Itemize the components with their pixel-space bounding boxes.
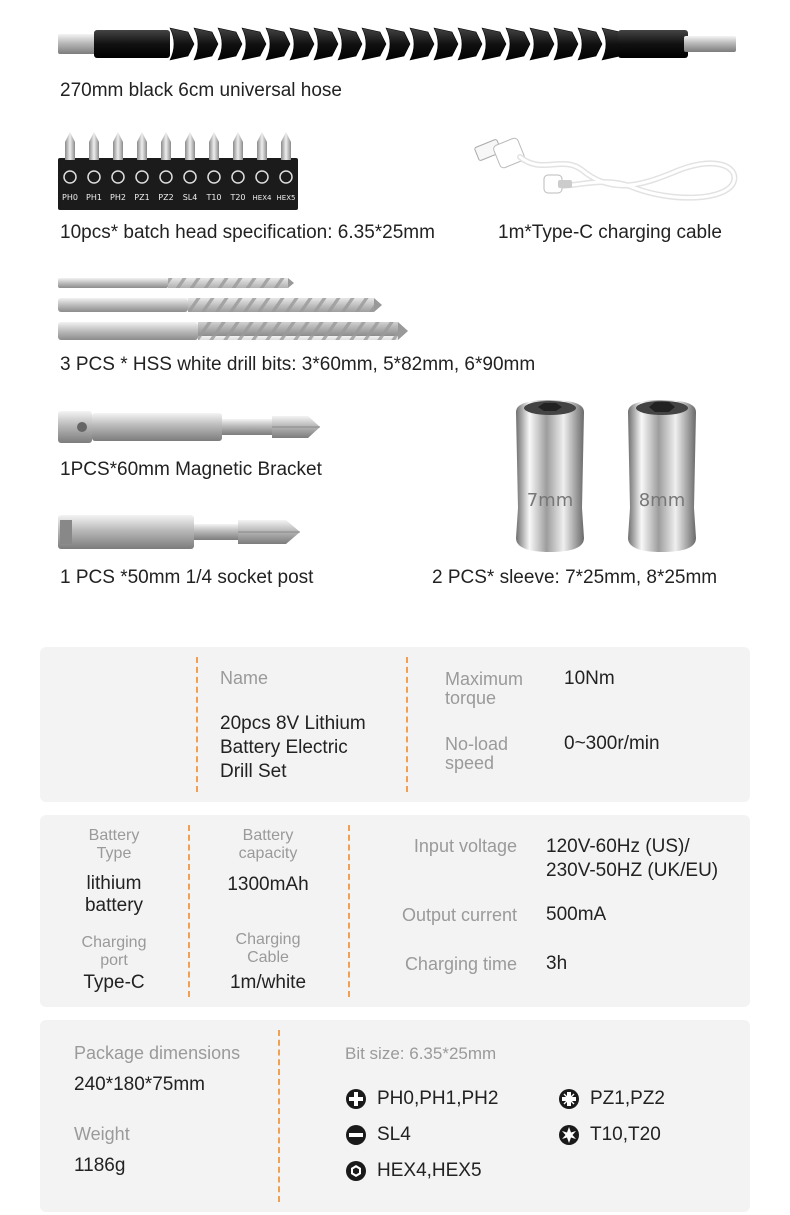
- slotted-icon: [345, 1124, 367, 1146]
- package-label: Package dimensions: [74, 1043, 241, 1063]
- product-spec-panel: [40, 647, 750, 802]
- phillips-icon: [345, 1088, 367, 1110]
- bit-hex: [345, 1160, 482, 1182]
- name-value-line: Battery Electric: [220, 737, 348, 758]
- universal-hose-image: [58, 22, 736, 66]
- sleeve-8mm-label: 8mm: [638, 490, 686, 511]
- bit-t10: [209, 132, 219, 160]
- hose-caption: 270mm black 6cm universal hose: [60, 80, 342, 101]
- charging-cable-label: [190, 931, 346, 967]
- input-voltage-value-line: 230V-50HZ (UK/EU): [546, 860, 719, 881]
- divider: [278, 1030, 280, 1202]
- bit-label: SL4: [182, 193, 198, 202]
- sleeve-caption: 2 PCS* sleeve: 7*25mm, 8*25mm: [432, 567, 718, 588]
- bit-sl4: [185, 132, 195, 160]
- bit-t: [558, 1124, 661, 1146]
- package-spec-panel: [40, 1020, 750, 1212]
- pozidriv-icon: [558, 1088, 580, 1110]
- name-value-line: Drill Set: [220, 761, 287, 782]
- bit-sl-label: SL4: [377, 1124, 411, 1145]
- socket-post-image: [58, 512, 302, 552]
- charging-port-value: Type-C: [83, 972, 145, 993]
- charging-cable-value: 1m/white: [229, 972, 307, 993]
- bit-hex4: [257, 132, 267, 160]
- bit-ph0: [65, 132, 75, 160]
- input-voltage-label: Input voltage: [413, 836, 517, 856]
- magnetic-bracket-image: [58, 408, 322, 446]
- name-value-line: 20pcs 8V Lithium: [220, 713, 366, 734]
- bit-label: T10: [206, 193, 222, 202]
- name-value: [220, 712, 366, 784]
- hss-drill-bits-image: [58, 276, 418, 344]
- bit-pz2: [161, 132, 171, 160]
- bit-label: PH1: [86, 193, 102, 202]
- speed-label-line: No-load: [445, 734, 509, 754]
- charging-port-label-line: port: [100, 952, 128, 969]
- bit-ph1: [89, 132, 99, 160]
- bit-pz1: [137, 132, 147, 160]
- output-current-label: Output current: [401, 905, 517, 925]
- divider: [348, 825, 350, 997]
- weight-label: Weight: [74, 1124, 130, 1144]
- charging-port-label: [40, 934, 188, 970]
- bit-set-image: [58, 130, 298, 210]
- socket-post-caption: 1 PCS *50mm 1/4 socket post: [60, 567, 314, 588]
- input-voltage-value: [546, 835, 718, 883]
- charging-cable-label-line: Charging: [235, 931, 301, 948]
- bit-hex-label: HEX4,HEX5: [377, 1160, 482, 1181]
- input-voltage-value-line: 120V-60Hz (US)/: [546, 836, 690, 857]
- drills-caption: 3 PCS * HSS white drill bits: 3*60mm, 5*82mm, 6*90mm: [60, 354, 536, 375]
- sleeve-8mm: [628, 400, 696, 552]
- bit-t20: [233, 132, 243, 160]
- sleeve-7mm: [516, 400, 584, 552]
- battery-capacity-label-line: Battery: [242, 827, 294, 844]
- divider: [406, 657, 408, 792]
- bracket-caption: 1PCS*60mm Magnetic Bracket: [60, 459, 322, 480]
- torque-label-line: Maximum: [445, 669, 524, 689]
- bit-label: HEX4: [252, 194, 272, 202]
- bit-hex5: [281, 132, 291, 160]
- speed-value: 0~300r/min: [564, 733, 660, 754]
- bit-t-label: T10,T20: [590, 1124, 661, 1145]
- bits-caption: 10pcs* batch head specification: 6.35*25mm: [60, 222, 435, 243]
- bit-ph-label: PH0,PH1,PH2: [377, 1088, 499, 1109]
- bit-label: PZ1: [134, 193, 150, 202]
- battery-type-label-line: Type: [96, 845, 132, 862]
- torque-label: [445, 670, 523, 708]
- name-label: Name: [220, 668, 269, 688]
- speed-label: [445, 735, 508, 773]
- cable-caption: 1m*Type-C charging cable: [498, 222, 722, 243]
- torque-label-line: torque: [445, 688, 497, 708]
- bit-pz-label: PZ1,PZ2: [590, 1088, 665, 1109]
- battery-capacity-label: [190, 827, 346, 863]
- weight-value: 1186g: [74, 1155, 126, 1176]
- sleeves-image: [512, 398, 702, 556]
- battery-spec-panel: [40, 815, 750, 1007]
- battery-type-value-line: lithium: [86, 873, 142, 894]
- battery-capacity-label-line: capacity: [238, 845, 298, 862]
- speed-label-line: speed: [445, 753, 495, 773]
- charging-port-label-line: Charging: [81, 934, 147, 951]
- torque-value: 10Nm: [564, 668, 615, 689]
- torx-icon: [558, 1124, 580, 1146]
- bit-label: PH2: [110, 193, 126, 202]
- hex-icon: [345, 1160, 367, 1182]
- bit-sl: [345, 1124, 411, 1146]
- battery-type-label: [40, 827, 188, 863]
- battery-type-value-line: battery: [84, 895, 144, 916]
- bit-label: PH0: [62, 193, 78, 202]
- charging-time-label: Charging time: [404, 954, 517, 974]
- type-c-cable-image: [472, 125, 744, 207]
- battery-capacity-value: 1300mAh: [227, 874, 309, 895]
- bit-size-label: Bit size: 6.35*25mm: [345, 1044, 497, 1063]
- divider: [196, 657, 198, 792]
- charging-time-value: 3h: [546, 953, 568, 974]
- bit-ph2: [113, 132, 123, 160]
- bit-label: HEX5: [276, 194, 296, 202]
- battery-type-label-line: Battery: [88, 827, 140, 844]
- bit-label: T20: [230, 193, 246, 202]
- bit-ph: [345, 1088, 498, 1110]
- battery-type-value: [40, 873, 188, 917]
- output-current-value: 500mA: [546, 904, 607, 925]
- bit-label: PZ2: [158, 193, 174, 202]
- bit-pz: [558, 1088, 665, 1110]
- charging-cable-label-line: Cable: [247, 949, 289, 966]
- package-value: 240*180*75mm: [74, 1074, 205, 1095]
- sleeve-7mm-label: 7mm: [526, 490, 574, 511]
